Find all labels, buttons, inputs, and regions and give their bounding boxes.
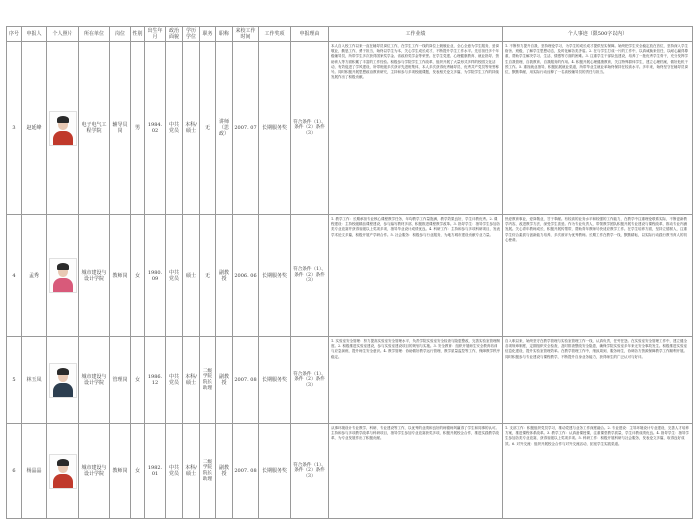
- row-no: 6: [7, 424, 22, 519]
- row-birth: 1986. 12: [145, 337, 166, 424]
- row-reason: 符合条件（1）、条件（2）条件（3）: [291, 215, 329, 337]
- row-start: 2006. 06: [233, 215, 259, 337]
- row-title: 讲师（思政）: [216, 42, 233, 215]
- table-row: [7, 42, 693, 215]
- photo-hair: [57, 263, 69, 270]
- person-photo: [49, 111, 77, 146]
- col-name: 申报人: [22, 27, 47, 42]
- row-story: 1. 不断努力提升自我，坚持理论学习，为学生的成长成才提供坚实保障。始终把学生安全稳定放在首位，坚持深入学生宿舍、班级，了解学生思想动态，及时化解各类矛盾。2. 在与学生打成一片的工作中，以真诚换来信任，以耐心赢得尊重，帮助学生解决学习、生活、情感等方面的困难。3. 注重学生干部队伍建设，培养了一批优秀学生骨干，充分发挥学生自我管理、自我教育、自我服务的作用。4. 积极开展心理健康教育，关注特殊群体学生，建立心理档案，做好危机干预工作。5. 重视就业指导，积极拓展就业渠道，所带毕业生就业率始终保持在较高水平。多年来，始终坚守在辅导员岗位，默默奉献，用实际行动诠释了一名高校辅导员的责任与担当。: [503, 42, 693, 215]
- row-post: 教师岗: [110, 424, 131, 519]
- col-edu: 学历学位: [183, 27, 200, 42]
- row-gender: 女: [131, 337, 145, 424]
- row-story: 热爱教育事业，爱岗敬业，甘于奉献。有较高的业务水平和较强的工作能力，在教学中注重理论联系实际，不断更新教学内容，改进教学方法，深受学生喜爱。作为专业负责人，带领教学团队积极开展专业建设与课程改革，推动专业内涵发展。关心青年教师成长，积极开展传帮带，帮助青年教师尽快适应教学工作。在学生培养方面，坚持立德树人，注重学生综合素质与创新能力培养，多次被评为优秀教师。长期工作在教学一线，默默耕耘，以实际行动践行教书育人的初心使命。: [503, 215, 693, 337]
- photo-hair: [57, 116, 69, 123]
- photo-hair: [57, 368, 69, 375]
- col-photo: 个人照片: [47, 27, 79, 42]
- row-gender: 女: [131, 215, 145, 337]
- row-edu: 硕士: [183, 215, 200, 337]
- row-award: 长期服务奖: [259, 337, 291, 424]
- row-start: 2007. 08: [233, 424, 259, 519]
- photo-body: [53, 474, 73, 489]
- row-unit: 城市建设与设计学院: [79, 215, 110, 337]
- row-politics: 中共党员: [166, 424, 183, 519]
- photo-body: [53, 383, 73, 398]
- person-photo: [49, 454, 77, 489]
- row-post: 辅导员岗: [110, 42, 131, 215]
- col-post: 岗位: [110, 27, 131, 42]
- row-name: 杨晶晶: [22, 424, 47, 519]
- col-reason: 申报理由: [291, 27, 329, 42]
- row-politics: 中共党员: [166, 215, 183, 337]
- col-start: 来校工作时间: [233, 27, 259, 42]
- photo-body: [53, 131, 73, 146]
- row-name: 赵延峰: [22, 42, 47, 215]
- row-name: 林玉凤: [22, 337, 47, 424]
- row-duty: 二级学院院长助理: [200, 337, 216, 424]
- table-row: [7, 424, 693, 519]
- row-unit: 城市建设与设计学院: [79, 337, 110, 424]
- row-story: 自入职以来，始终坚守在教学管理与实验室管理工作一线，认真负责，任劳任怨。在实验室安全管理工作中，建立健全各项规章制度，定期组织安全检查，及时排查整改安全隐患，确保学院实验室多年来无安全事故发生。积极推进实验室信息化建设，提升实验室管理效率。在教学管理工作中，细致周到，服务师生，协调各方资源保障教学工作顺利开展。同时积极参与专业建设与课程教学，不断提升自身业务能力，获得师生的广泛认可与好评。: [503, 337, 693, 424]
- row-edu: 本科/硕士: [183, 424, 200, 519]
- row-duty: 无: [200, 42, 216, 215]
- row-no: 4: [7, 215, 22, 337]
- row-edu: 本科/硕士: [183, 42, 200, 215]
- row-award: 长期服务奖: [259, 42, 291, 215]
- row-birth: 1984. 02: [145, 42, 166, 215]
- row-story: 1. 支部工作：积极组织党员学习，推动党建与业务工作深度融合。2. 专业建设：主导环境设计专业建设，完善人才培养方案，推进课程体系改革。3. 教学工作：认真备课授课，注重课堂教学质量，学生评教成绩优良。4. 指导学生：指导学生参加各类专业竞赛，获得省级以上奖项多项。5. 科研工作：积极开展科研与社会服务，发表论文多篇，取得良好成效。6. 对外交流：组织开展校企合作与对外交流活动，拓宽学生实践渠道。: [503, 424, 693, 519]
- row-photo-cell: [47, 424, 79, 519]
- col-title: 职称: [216, 27, 233, 42]
- row-no: 3: [7, 42, 22, 215]
- person-photo: [49, 258, 77, 293]
- row-photo-cell: [47, 215, 79, 337]
- col-story: 个人事迹（限500字以内）: [503, 27, 693, 42]
- person-photo: [49, 363, 77, 398]
- row-photo-cell: [47, 337, 79, 424]
- row-duty: 二级学院院长助理: [200, 424, 216, 519]
- table-row: [7, 215, 693, 337]
- row-politics: 中共党员: [166, 337, 183, 424]
- col-birth: 出生年月: [145, 27, 166, 42]
- col-unit: 所在单位: [79, 27, 110, 42]
- form-sheet: [6, 26, 692, 519]
- header-row: [7, 27, 693, 42]
- row-post: 管理岗: [110, 337, 131, 424]
- row-duty: 无: [200, 215, 216, 337]
- table-row: [7, 337, 693, 424]
- col-work: 工作业绩: [329, 27, 503, 42]
- row-award: 长期服务奖: [259, 424, 291, 519]
- row-reason: 符合条件（1）、条件（2）条件（3）: [291, 424, 329, 519]
- row-birth: 1982. 01: [145, 424, 166, 519]
- row-title: 副教授: [216, 215, 233, 337]
- col-award: 工作奖项: [259, 27, 291, 42]
- row-gender: 女: [131, 424, 145, 519]
- row-start: 2007. 08: [233, 337, 259, 424]
- row-politics: 中共党员: [166, 42, 183, 215]
- row-title: 副教授: [216, 424, 233, 519]
- photo-body: [53, 278, 73, 293]
- row-award: 长期服务奖: [259, 215, 291, 337]
- row-reason: 符合条件（1）、条件（2）条件（3）: [291, 42, 329, 215]
- row-gender: 男: [131, 42, 145, 215]
- row-reason: 符合条件（1）、条件（2）条件（3）: [291, 337, 329, 424]
- row-title: 副教授: [216, 337, 233, 424]
- col-politics: 政治面貌: [166, 27, 183, 42]
- row-work: 本人自入校工作以来一直在辅导员岗位工作，在学生工作一线的岗位上兢兢业业，全心全意为学生服务，爱岗敬业，勤恳工作，勇于担当，始终以学生为本，关心学生成长成才，不断提升学生工作水平。先后担任多个年级辅导员，所带学生多次获得国家奖学金、省政府奖学金等荣誉。在学生党建、心理健康教育、就业指导、资助育人等方面积累了丰富的工作经验。积极参与学院学生工作改革，组织开展了大量形式多样的校园文化活动，有效促进了学风建设，所带班级多次获评先进班集体，本人多次获得优秀辅导员、优秀共产党员等荣誉称号。同时积极开展思想政治教育研究，主持和参与多项校级课题，发表相关论文多篇，为学院学生工作的持续发展作出了积极贡献。: [329, 42, 503, 215]
- col-duty: 职务: [200, 27, 216, 42]
- row-unit: 电子电气工程学院: [79, 42, 110, 215]
- row-work: 1. 实验室安全管理：努力提高实验室安全管理水平，负责学院实验室安全检查与隐患整改，完善实验室管理制度。2. 积极推进实验室建设，参与实验室建设项目的规划与实施。3. 安全教育：组织开展师生安全教育培训与应急演练，提升师生安全意识。4. 教学管理：协助做好教学运行管理、教学质量监控等工作，保障教学秩序稳定。: [329, 337, 503, 424]
- row-start: 2007. 07: [233, 42, 259, 215]
- col-no: 序号: [7, 27, 22, 42]
- row-post: 教师岗: [110, 215, 131, 337]
- row-name: 孟秀: [22, 215, 47, 337]
- row-work: 1. 教学工作：长期承担专业核心课程教学任务，年均教学工作量饱满，教学效果良好，学生评教优秀。2. 课程建设：主持校级精品课程建设，参与编写教材多部，积极推进课程教学改革。3. 指导学生：指导学生参加各类专业竞赛并获得省级以上奖项多项，指导毕业设计成绩优良。4. 科研工作：主持和参与多项科研项目，发表学术论文多篇，积极开展产学研合作。5. 社会服务：积极参与行业服务，为地方城市建设贡献专业力量。: [329, 215, 503, 337]
- row-birth: 1980. 09: [145, 215, 166, 337]
- row-photo-cell: [47, 42, 79, 215]
- row-unit: 城市建设与设计学院: [79, 424, 110, 519]
- row-no: 5: [7, 337, 22, 424]
- col-gender: 性别: [131, 27, 145, 42]
- photo-hair: [57, 459, 69, 466]
- nominee-table: [6, 26, 693, 519]
- row-work: 从事环境设计专业教学、科研、专业建设等工作，以优秀的业绩和良好的师德师风赢得了学生和同事的认可。主持和参与多项教学改革与科研项目，指导学生参加专业竞赛获奖多项，积极开展校企合作，推进实践教学改革，为专业发展作出了积极贡献。: [329, 424, 503, 519]
- row-edu: 本科/硕士: [183, 337, 200, 424]
